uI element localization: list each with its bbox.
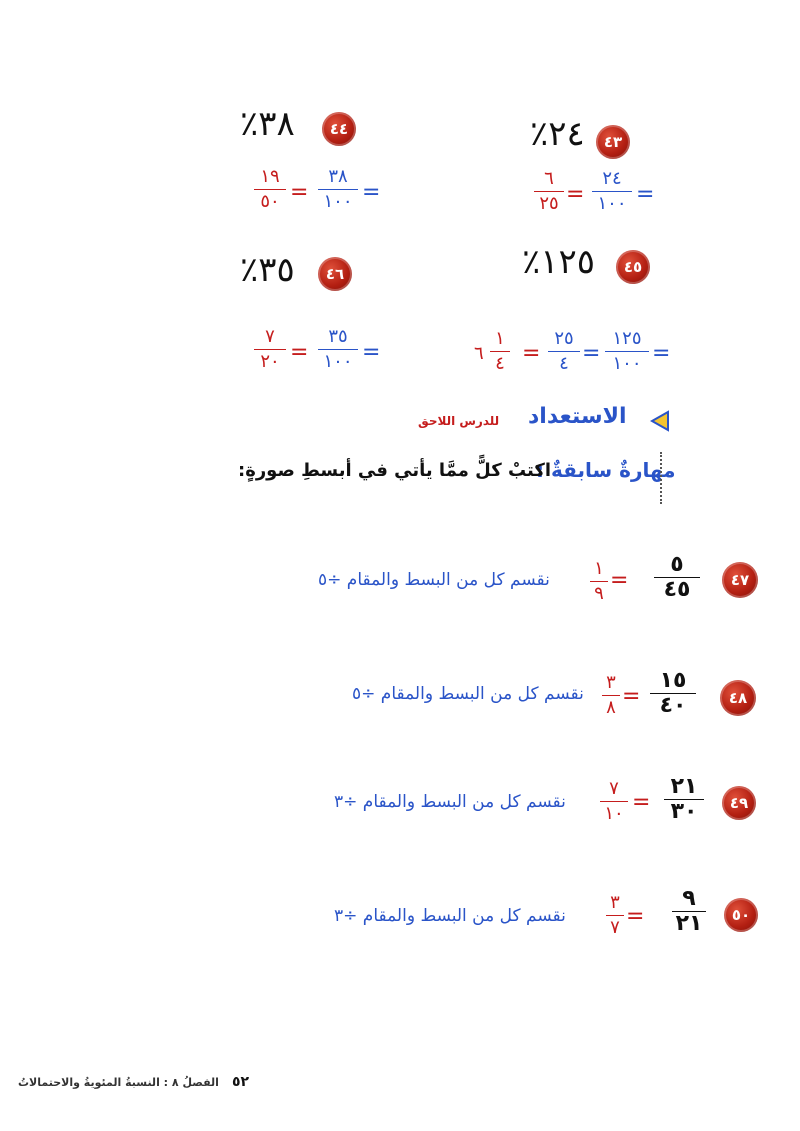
numerator: ٧ — [265, 326, 275, 347]
equals-sign: = — [362, 180, 381, 205]
denominator: ٧ — [610, 917, 620, 938]
equals-sign: = — [290, 340, 309, 365]
denominator: ٨ — [606, 697, 616, 718]
numerator: ١٥ — [659, 668, 687, 693]
question-fraction — [664, 776, 704, 823]
question-fraction — [650, 670, 696, 717]
numerator: ١ — [495, 328, 505, 349]
equals-sign: = — [290, 180, 309, 205]
fraction — [490, 328, 510, 375]
numerator: ٧ — [609, 778, 619, 799]
equals-sign: = — [626, 904, 645, 929]
equals-sign: = — [636, 182, 655, 207]
numerator: ١٢٥ — [612, 328, 642, 349]
fraction — [318, 326, 358, 373]
fraction — [605, 328, 649, 375]
numerator: ٥ — [670, 552, 684, 577]
dotted-divider — [660, 452, 662, 504]
chapter-title: الفصلُ ٨ : النسبةُ المئويةُ والاحتمالاتُ — [18, 1076, 219, 1089]
fraction — [254, 326, 286, 373]
numerator: ٣ — [610, 892, 620, 913]
equals-sign: = — [622, 684, 641, 709]
skill-label: مهارةٌ سابقةٌ : — [536, 458, 676, 482]
numerator: ٦ — [544, 168, 554, 189]
denominator: ٤ — [495, 353, 505, 374]
numerator: ٣٨ — [328, 166, 348, 187]
exercise-number-badge: ٤٤ — [322, 112, 356, 146]
whole-number: ٦ — [474, 343, 484, 364]
percent-value: ٪١٢٥ — [522, 242, 596, 282]
fraction — [592, 168, 632, 215]
denominator: ١٠٠ — [323, 351, 353, 372]
answer-fraction — [606, 892, 624, 939]
answer-fraction — [602, 672, 620, 719]
denominator: ١٠ — [604, 803, 624, 824]
equals-sign: = — [610, 568, 629, 593]
percent-value: ٪٢٤ — [530, 114, 585, 154]
denominator: ١٠٠ — [612, 353, 642, 374]
fraction — [318, 166, 358, 213]
numerator: ٣٥ — [328, 326, 348, 347]
exercise-number-badge: ٥٠ — [724, 898, 758, 932]
exercise-number-badge: ٤٣ — [596, 125, 630, 159]
equals-sign: = — [652, 341, 671, 366]
numerator: ٢٥ — [554, 328, 574, 349]
instruction-text: اكتبْ كلًّ ممَّا يأتي في أبسطِ صورةٍ: — [238, 460, 552, 481]
exercise-number-badge: ٤٨ — [720, 680, 756, 716]
question-fraction — [654, 554, 700, 601]
exercise-number-badge: ٤٥ — [616, 250, 650, 284]
numerator: ٩ — [682, 886, 696, 911]
triangle-marker-icon — [650, 410, 670, 432]
denominator: ١٠٠ — [323, 191, 353, 212]
numerator: ٢١ — [670, 774, 698, 799]
exercise-number-badge: ٤٦ — [318, 257, 352, 291]
numerator: ٣ — [606, 672, 616, 693]
explanation-note: نقسم كل من البسط والمقام ÷٣ — [334, 906, 566, 926]
answer-fraction — [590, 558, 608, 605]
numerator: ١٩ — [260, 166, 280, 187]
fraction — [254, 166, 286, 213]
denominator: ٢٥ — [539, 193, 559, 214]
explanation-note: نقسم كل من البسط والمقام ÷٣ — [334, 792, 566, 812]
denominator: ٣٠ — [670, 799, 698, 824]
exercise-number-badge: ٤٩ — [722, 786, 756, 820]
fraction — [548, 328, 580, 375]
exercise-number-badge: ٤٧ — [722, 562, 758, 598]
equals-sign: = — [632, 790, 651, 815]
denominator: ٤٠ — [659, 693, 687, 718]
readiness-title: الاستعداد — [528, 404, 627, 429]
explanation-note: نقسم كل من البسط والمقام ÷٥ — [318, 570, 550, 590]
denominator: ٢٠ — [260, 351, 280, 372]
denominator: ٩ — [594, 583, 604, 604]
denominator: ٢١ — [675, 911, 703, 936]
percent-value: ٪٣٨ — [240, 104, 295, 144]
readiness-subtitle: للدرس اللاحق — [418, 414, 500, 428]
equals-sign: = — [566, 182, 585, 207]
answer-fraction — [600, 778, 628, 825]
equals-sign: = — [362, 340, 381, 365]
explanation-note: نقسم كل من البسط والمقام ÷٥ — [352, 684, 584, 704]
numerator: ١ — [594, 558, 604, 579]
denominator: ٤ — [559, 353, 569, 374]
fraction — [534, 168, 564, 215]
question-fraction — [672, 888, 706, 935]
percent-value: ٪٣٥ — [240, 250, 295, 290]
equals-sign: = — [522, 341, 541, 366]
denominator: ١٠٠ — [597, 193, 627, 214]
denominator: ٥٠ — [260, 191, 280, 212]
denominator: ٤٥ — [663, 577, 691, 602]
page-number: ٥٢ — [232, 1074, 250, 1090]
equals-sign: = — [582, 341, 601, 366]
numerator: ٢٤ — [602, 168, 622, 189]
